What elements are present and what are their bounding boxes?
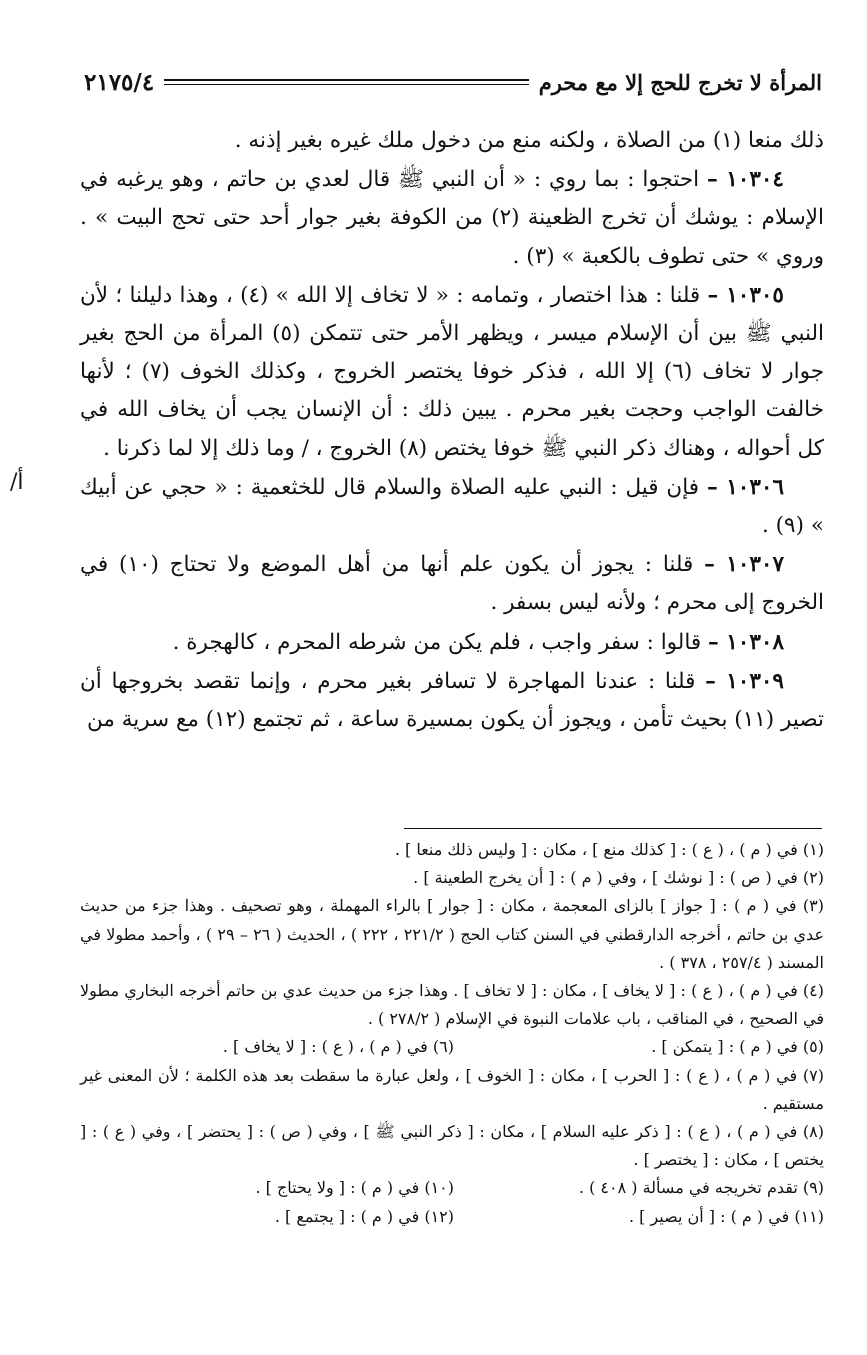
issue-number: ١٠٣٠٩ – xyxy=(705,668,784,694)
footnote-row xyxy=(80,1033,824,1061)
issue-number: ١٠٣٠٤ – xyxy=(706,167,784,193)
footnote: (١٢) في ( م ) : [ يجتمع ] . xyxy=(274,1206,454,1226)
paragraph-text: قلنا : عندنا المهاجرة لا تسافر بغير محرم ، وإنما تقصد بخروجها أن تصير (١١) بحيث تأمن ، ويجوز أن يكون بمسيرة ساعة ، ثم تجتمع (١٢) مع سرية من xyxy=(80,668,824,733)
paragraph-text: احتجوا : بما روي : « أن النبي ﷺ قال لعدي بن حاتم ، وهو يرغبه في الإسلام : يوشك أن تخرج الظعينة (٢) من الكوفة بغير جوار أحد حتى تحج البيت » . وروي » حتى تطوف بالكعبة » (٣) . xyxy=(80,167,824,269)
footnote-separator xyxy=(404,828,822,829)
footnote: (٧) في ( م ) ، ( ع ) : [ الحرب ] ، مكان : [ الخوف ] ، ولعل عبارة ما سقطت بعد هذه الكلمة ؛ لأن المعنى غير مستقيم . xyxy=(80,1065,825,1113)
footnote: (٩) تقدم تخريجه في مسألة ( ٤٠٨ ) . xyxy=(578,1178,824,1198)
footnote: (٢) في ( ص ) : [ نوشك ] ، وفي ( م ) : [ أن يخرج الطعينة ] . xyxy=(413,868,824,888)
running-header xyxy=(84,64,822,100)
paragraph xyxy=(80,663,824,739)
paragraph-text: قالوا : سفر واجب ، فلم يكن من شرطه المحرم ، كالهجرة . xyxy=(172,629,702,655)
paragraph-text: فإن قيل : النبي عليه الصلاة والسلام قال للخثعمية : « حجي عن أبيك » (٩) . xyxy=(80,474,824,539)
header-rule xyxy=(164,79,529,85)
footnote: (١٠) في ( م ) : [ ولا يحتاج ] . xyxy=(255,1178,454,1198)
footnotes xyxy=(80,836,824,1231)
issue-number: ١٠٣٠٦ – xyxy=(706,474,784,500)
footnote: (٤) في ( م ) ، ( ع ) : [ لا يخاف ] ، مكان : [ لا تخاف ] . وهذا جزء من حديث عدي بن حاتم أخرجه البخاري مطولا في الصحيح ، في المناقب ، باب علامات النبوة في الإسلام ( ٢٧٨/٢ ) . xyxy=(80,981,825,1029)
paragraph xyxy=(80,277,824,468)
footnote: (٣) في ( م ) : [ جواز ] بالزاى المعجمة ، مكان : [ جوار ] بالراء المهملة ، وهو تصحيف . وهذا جزء من حديث عدي بن حاتم ، أخرجه الدارقطني في السنن كتاب الحج ( ٢٢١/٢ ، ٢٢٢ ) ، الحديث ( ٢٦ – ٢٩ ) ، وأحمد مطولا في المسند ( ٢٥٧/٤ ، ٣٧٨ ) . xyxy=(80,896,824,972)
issue-number: ١٠٣٠٥ – xyxy=(707,282,784,308)
issue-number: ١٠٣٠٨ – xyxy=(708,629,784,655)
paragraph xyxy=(80,624,824,662)
main-text xyxy=(80,122,824,740)
paragraph xyxy=(80,161,824,276)
running-title: المرأة لا تخرج للحج إلا مع محرم xyxy=(538,69,822,95)
paragraph-text: ذلك منعا (١) من الصلاة ، ولكنه منع من دخول ملك غيره بغير إذنه . xyxy=(234,128,824,153)
paragraph xyxy=(80,469,824,545)
paragraph-text: قلنا : هذا اختصار ، وتمامه : « لا تخاف إلا الله » (٤) ، وهذا دليلنا ؛ لأن النبي ﷺ بين أن الإسلام ميسر ، ويظهر الأمر حتى تتمكن (٥) المرأة من الحج بغير جوار لا تخاف (٦) إلا الله ، فذكر خوفا يختصر الخروج ، وكذلك الخوف (٧) ؛ لأنها خالفت الواجب وحجت بغير محرم . يبين ذلك : أن الإنسان يجب أن يخاف الله في كل أحواله ، وهناك ذكر النبي ﷺ خوفا يختص (٨) الخروج ، / وما ذلك إلا لما ذكرنا . xyxy=(80,282,824,461)
page-number: ٢١٧٥/٤ xyxy=(84,68,155,96)
paragraph xyxy=(80,122,824,160)
footnote: (٨) في ( م ) ، ( ع ) : [ ذكر عليه السلام ] ، مكان : [ ذكر النبي ﷺ ] ، وفي ( ص ) : [ يحتضر ] ، وفي ( ع ) : [ يختص ] ، مكان : [ يختصر ] . xyxy=(80,1122,824,1170)
footnote: (١) في ( م ) ، ( ع ) : [ كذلك منع ] ، مكان : [ وليس ذلك منعا ] . xyxy=(394,840,824,859)
footnote: (١١) في ( م ) : [ أن يصير ] . xyxy=(628,1206,824,1226)
issue-number: ١٠٣٠٧ – xyxy=(704,552,785,578)
footnote-row xyxy=(80,1174,824,1202)
margin-folio-mark: /أ xyxy=(10,470,24,495)
paragraph xyxy=(80,546,824,622)
paragraph-text: قلنا : يجوز أن يكون علم أنها من أهل الموضع ولا تحتاج (١٠) في الخروج إلى محرم ؛ ولأنه ليس بسفر . xyxy=(80,552,824,616)
footnote: (٦) في ( م ) ، ( ع ) : [ لا يخاف ] . xyxy=(222,1037,454,1057)
footnote-row xyxy=(80,1203,824,1231)
footnote: (٥) في ( م ) : [ يتمكن ] . xyxy=(651,1037,824,1057)
